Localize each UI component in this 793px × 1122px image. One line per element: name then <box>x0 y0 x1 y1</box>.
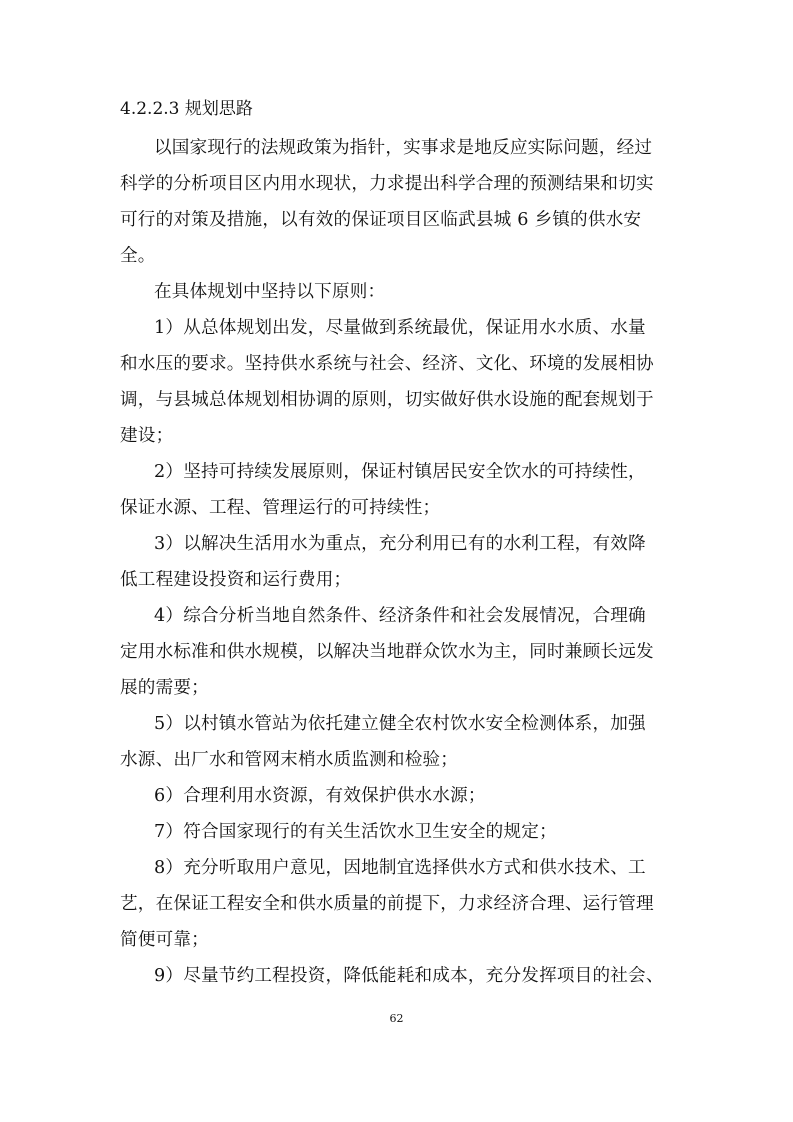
paragraph-line: 2）坚持可持续发展原则，保证村镇居民安全饮水的可持续性， <box>154 462 646 482</box>
paragraph-line: 5）以村镇水管站为依托建立健全农村饮水安全检测体系，加强 <box>154 714 646 734</box>
paragraph-line: 艺，在保证工程安全和供水质量的前提下，力求经济合理、运行管理 <box>120 894 654 914</box>
paragraph-line: 9）尽量节约工程投资，降低能耗和成本，充分发挥项目的社会、 <box>154 966 664 986</box>
paragraph-line: 水源、出厂水和管网末梢水质监测和检验； <box>120 750 459 770</box>
paragraph-line: 低工程建设投资和运行费用； <box>120 570 352 590</box>
paragraph-line: 简便可靠； <box>120 930 209 950</box>
paragraph-line: 展的需要； <box>120 678 209 698</box>
page-number: 62 <box>389 1012 404 1025</box>
paragraph-line: 定用水标准和供水规模，以解决当地群众饮水为主，同时兼顾长远发 <box>120 642 654 662</box>
paragraph-line: 全。 <box>120 246 156 266</box>
paragraph-line: 可行的对策及措施，以有效的保证项目区临武县城 6 乡镇的供水安 <box>120 210 642 230</box>
paragraph-line: 8）充分听取用户意见，因地制宜选择供水方式和供水技术、工 <box>154 858 646 878</box>
paragraph-line: 和水压的要求。坚持供水系统与社会、经济、文化、环境的发展相协 <box>120 354 654 374</box>
paragraph-line: 建设； <box>120 426 174 446</box>
paragraph-line: 1）从总体规划出发，尽量做到系统最优，保证用水水质、水量 <box>154 318 646 338</box>
paragraph-line: 6）合理利用水资源，有效保护供水水源； <box>154 786 486 806</box>
paragraph-line: 7）符合国家现行的有关生活饮水卫生安全的规定； <box>154 822 557 842</box>
section-heading: 4.2.2.3 规划思路 <box>120 99 253 119</box>
paragraph-line: 以国家现行的法规政策为指针，实事求是地反应实际问题，经过 <box>154 138 653 158</box>
paragraph-line: 保证水源、工程、管理运行的可持续性； <box>120 498 441 518</box>
paragraph-line: 4）综合分析当地自然条件、经济条件和社会发展情况，合理确 <box>154 606 646 626</box>
paragraph-line: 在具体规划中坚持以下原则： <box>154 282 386 302</box>
paragraph-line: 科学的分析项目区内用水现状，力求提出科学合理的预测结果和切实 <box>120 174 654 194</box>
paragraph-line: 3）以解决生活用水为重点，充分利用已有的水利工程，有效降 <box>154 534 646 554</box>
paragraph-line: 调，与县城总体规划相协调的原则，切实做好供水设施的配套规划于 <box>120 390 654 410</box>
